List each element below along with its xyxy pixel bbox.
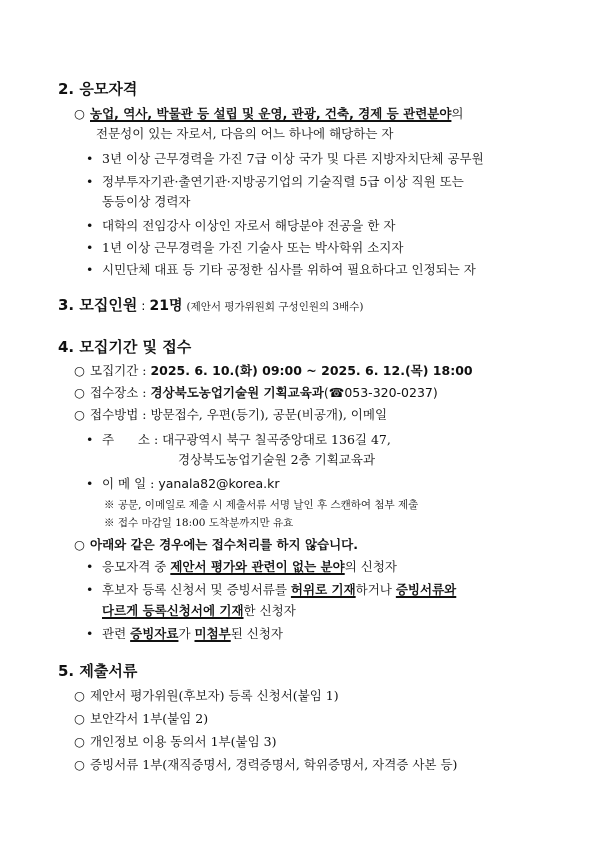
circle-bullet-icon: ○ [74,688,85,703]
period-row: ○ 모집기간 : 2025. 6. 10.(화) 09:00 ~ 2025. 6. 12.(목) 18:00 [74,363,473,378]
section-3: 3. 모집인원 : 21명 (제안서 평가위원회 구성인원의 3배수) [58,296,364,314]
bullet-icon: • [86,559,94,574]
circle-bullet-icon: ○ [74,407,85,422]
recruit-count: 21명 [149,298,183,314]
bullet-icon: • [86,174,94,189]
circle-bullet-icon: ○ [74,757,85,772]
reject-item: • 후보자 등록 신청서 및 증빙서류를 허위로 기재하거나 증빙서류와 [86,582,457,597]
list-item: • 1년 이상 근무경력을 가진 기술사 또는 박사학위 소지자 [86,240,404,255]
place-value: 경상북도농업기술원 기획교육과 [150,385,324,400]
circle-bullet-icon: ○ [74,537,85,552]
address-value: 대구광역시 북구 칠곡중앙대로 136길 47, [162,432,391,447]
circle-bullet-icon: ○ [74,711,85,726]
address-line2: 경상북도농업기술원 2층 기획교육과 [178,452,376,467]
section-2-title: 2. 응모자격 [58,80,138,98]
bullet-icon: • [86,432,94,447]
list-item-continuation: 동등이상 경력자 [102,194,191,209]
section-4-title: 4. 모집기간 및 접수 [58,338,192,356]
note-deadline: ※ 접수 마감일 18:00 도착분까지만 유효 [104,517,294,529]
list-item: • 정부투자기관·출연기관·지방공기업의 기술직렬 5급 이상 직원 또는 [86,174,464,189]
place-phone: (☎053-320-0237) [323,385,438,400]
method-row: ○ 접수방법 : 방문접수, 우편(등기), 공문(비공개), 이메일 [74,407,388,422]
reject-title: 아래와 같은 경우에는 접수처리를 하지 않습니다. [90,537,359,552]
bullet-icon: • [86,476,94,491]
place-row: ○ 접수장소 : 경상북도농업기술원 기획교육과(☎053-320-0237) [74,385,438,400]
bullet-icon: • [86,240,94,255]
reject-item-continuation: 다르게 등록신청서에 기재한 신청자 [102,603,296,618]
eligibility-intro: ○ 농업, 역사, 박물관 등 설립 및 운영, 관광, 건축, 경제 등 관련분야의 [74,106,464,121]
list-item: • 3년 이상 근무경력을 가진 7급 이상 국가 및 다른 지방자치단체 공무원 [86,151,484,166]
list-item: • 대학의 전임강사 이상인 자로서 해당분야 전공을 한 자 [86,218,396,233]
list-item: ○ 개인정보 이용 동의서 1부(붙임 3) [74,734,277,749]
bullet-icon: • [86,582,94,597]
eligibility-intro-line2: 전문성이 있는 자로서, 다음의 어느 하나에 해당하는 자 [96,126,394,141]
list-item: • 시민단체 대표 등 기타 공정한 심사를 위하여 필요하다고 인정되는 자 [86,262,476,277]
circle-bullet-icon: ○ [74,734,85,749]
circle-bullet-icon: ○ [74,385,85,400]
bullet-icon: • [86,262,94,277]
circle-bullet-icon: ○ [74,363,85,378]
reject-item: • 응모자격 중 제안서 평가와 관련이 없는 분야의 신청자 [86,559,397,574]
list-item: ○ 증빙서류 1부(재직증명서, 경력증명서, 학위증명서, 자격증 사본 등) [74,757,458,772]
section-5-title: 5. 제출서류 [58,662,138,680]
bullet-icon: • [86,151,94,166]
period-value: 2025. 6. 10.(화) 09:00 ~ 2025. 6. 12.(목) 18:00 [150,363,473,378]
list-item: ○ 보안각서 1부(붙임 2) [74,711,209,726]
bullet-icon: • [86,218,94,233]
bullet-icon: • [86,626,94,641]
circle-bullet-icon: ○ [74,106,85,121]
section-3-title: 3. 모집인원 [58,296,138,314]
reject-title-row [74,537,358,553]
note-scan: ※ 공문, 이메일로 제출 시 제출서류 서명 날인 후 스캔하여 첨부 제출 [104,499,419,511]
email-row: • 이 메 일 : yanala82@korea.kr [86,476,280,491]
recruit-note: (제안서 평가위원회 구성인원의 3배수) [186,301,364,313]
list-item: ○ 제안서 평가위원(후보자) 등록 신청서(붙임 1) [74,688,339,703]
method-value: 방문접수, 우편(등기), 공문(비공개), 이메일 [150,407,388,422]
reject-item: • 관련 증빙자료가 미첨부된 신청자 [86,626,284,641]
eligibility-fields: 농업, 역사, 박물관 등 설립 및 운영, 관광, 건축, 경제 등 관련분야 [90,106,452,121]
address-row: • 주 소 : 대구광역시 북구 칠곡중앙대로 136길 47, [86,432,391,447]
email-value: yanala82@korea.kr [158,476,280,491]
